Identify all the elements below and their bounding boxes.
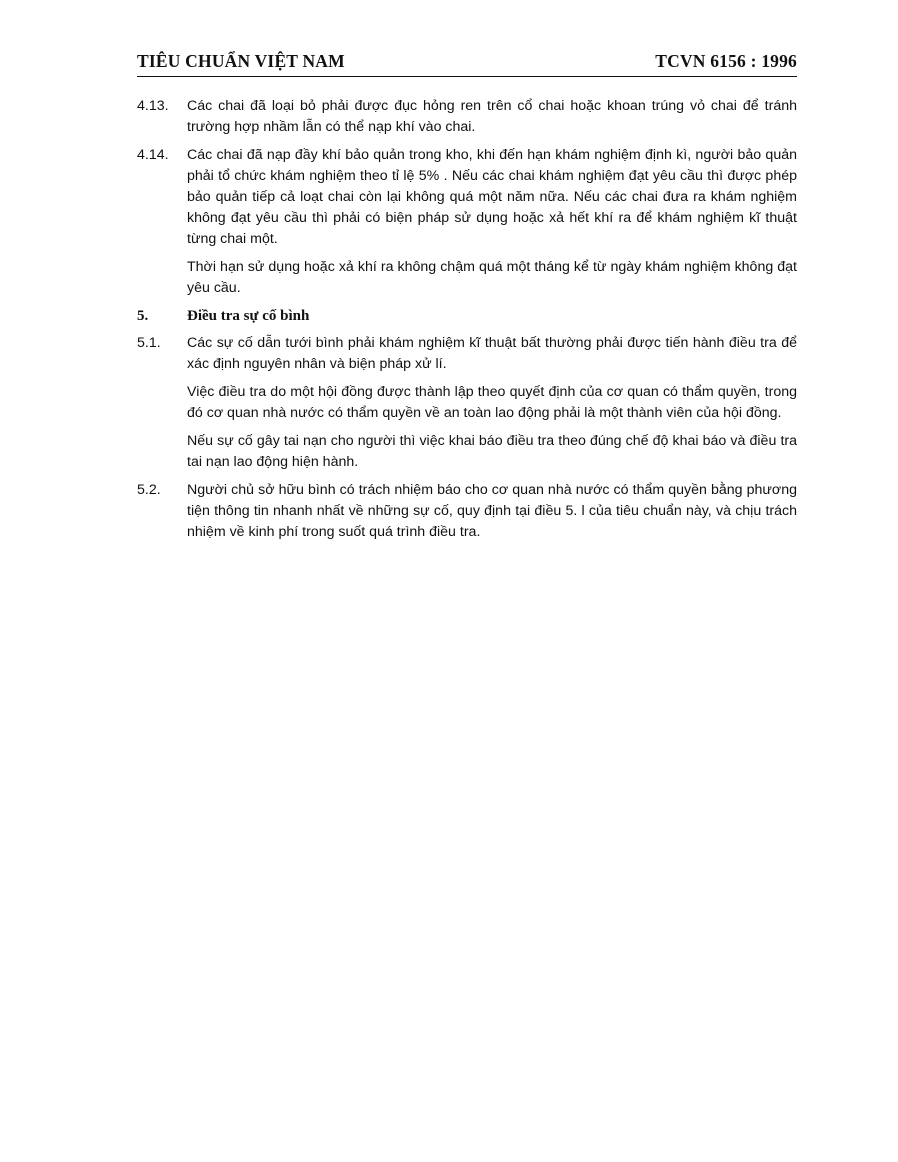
clause-number: 4.13. [137, 98, 169, 114]
clause-text: Các sự cố dẫn tưới bình phải khám nghiệm kĩ thuật bất thường phải được tiến hành điều tra để xác định nguyên nhân và biện pháp xử lí. [187, 335, 797, 372]
clause-text: Các chai đã nạp đầy khí bảo quản trong kho, khi đến hạn khám nghiệm định kì, người bảo quản phải tổ chức khám nghiệm theo tỉ lệ 5% . Nếu các chai khám nghiệm đạt yêu cầu thì được phép bảo quản tiếp cả loạt chai còn lại không quá một năm nữa. Nếu các chai đưa ra khám nghiệm không đạt yêu cầu thì phải có biện pháp sử dụng hoặc xả hết khí ra để khám nghiệm kĩ thuật từng chai một. [187, 147, 797, 247]
clause-5-1-paragraph-2: Việc điều tra do một hội đồng được thành lập theo quyết định của cơ quan có thẩm quyền, trong đó cơ quan nhà nước có thẩm quyền về an toàn lao động phải là một thành viên của hội đồng. [187, 384, 797, 421]
clause-text: Người chủ sở hữu bình có trách nhiệm báo cho cơ quan nhà nước có thẩm quyền bằng phương tiện thông tin nhanh nhất về những sự cố, quy định tại điều 5. l của tiêu chuẩn này, và chịu trách nhiệm về kinh phí trong suốt quá trình điều tra. [187, 482, 797, 540]
standard-title: TIÊU CHUẨN VIỆT NAM [137, 51, 345, 71]
standard-code: TCVN 6156 : 1996 [655, 51, 797, 71]
clause-4-14-paragraph-2: Thời hạn sử dụng hoặc xả khí ra không chậm quá một tháng kể từ ngày khám nghiệm không đạt yêu cầu. [187, 259, 797, 296]
clause-5-1 [137, 333, 797, 375]
clause-5-2 [137, 480, 797, 543]
clause-number: 5.1. [137, 335, 161, 351]
page-header [137, 48, 797, 72]
section-title: Điều tra sự cố bình [187, 308, 310, 324]
clause-number: 5.2. [137, 482, 161, 498]
clause-number: 4.14. [137, 147, 169, 163]
clause-text: Các chai đã loại bỏ phải được đục hỏng ren trên cổ chai hoặc khoan trúng vỏ chai để tránh trường hợp nhầm lẫn có thể nạp khí vào chai. [187, 98, 797, 135]
clause-5-1-paragraph-3: Nếu sự cố gây tai nạn cho người thì việc khai báo điều tra theo đúng chế độ khai báo và điều tra tai nạn lao động hiện hành. [187, 433, 797, 470]
section-5-heading [137, 306, 797, 327]
clause-4-14 [137, 145, 797, 250]
clause-4-13 [137, 96, 797, 138]
header-divider [137, 76, 797, 77]
section-number: 5. [137, 308, 149, 324]
document-body [137, 96, 797, 550]
